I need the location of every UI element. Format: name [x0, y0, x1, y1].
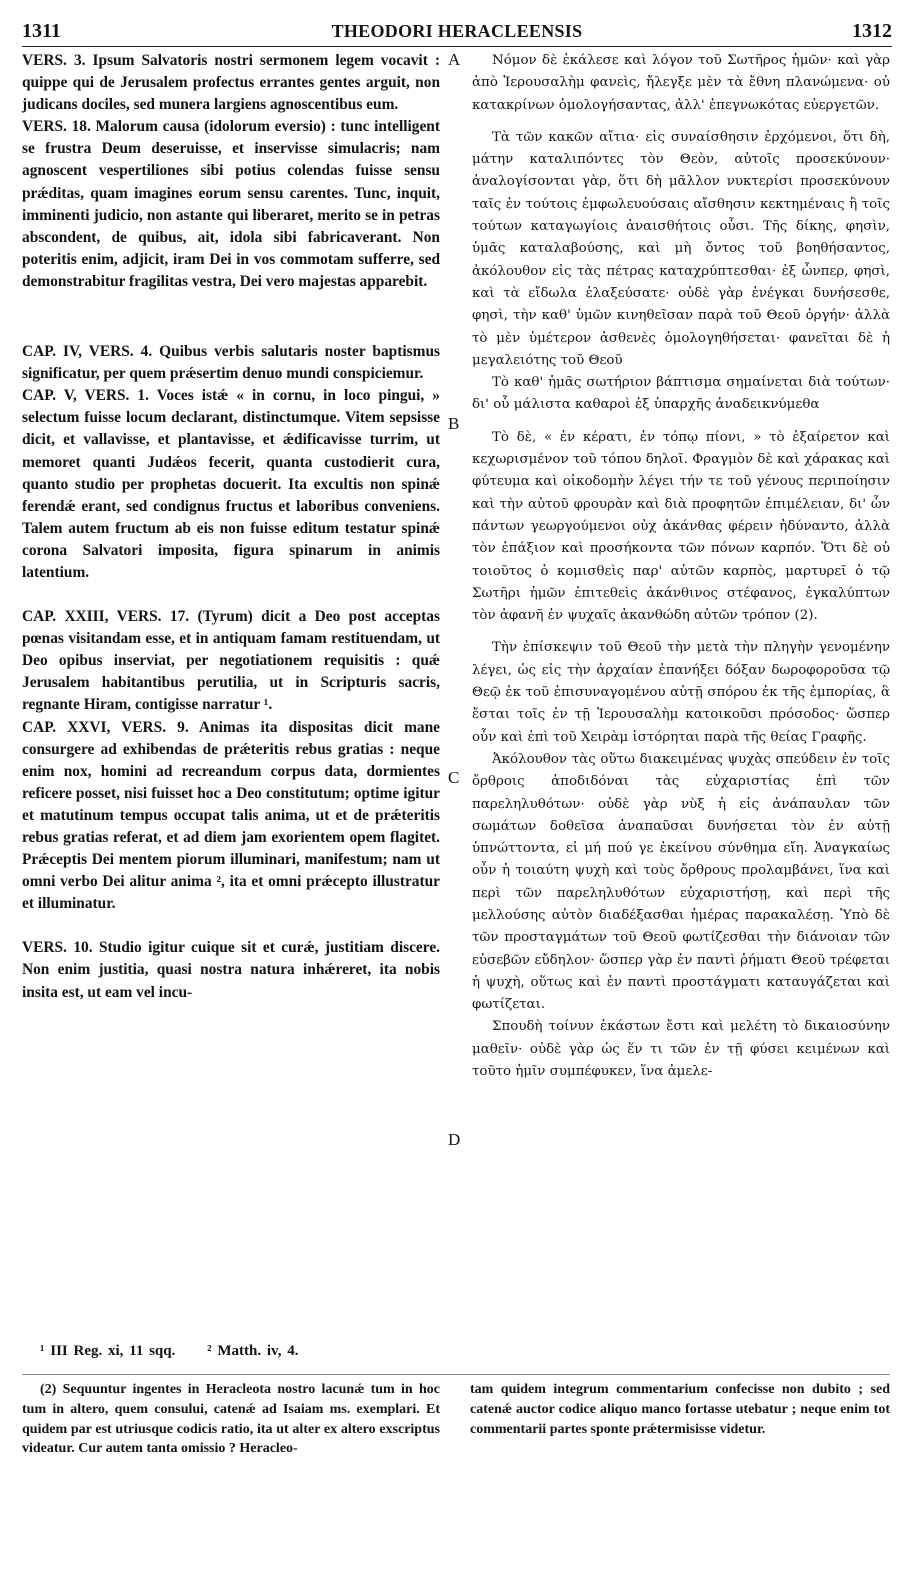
latin-paragraph: VERS. 10. Studio igitur cuique sit et curǽ, justitiam discere. Non enim justitia, quasi nostra natura inhǽreret, ita nobis insita est, ut eam vel incu-	[22, 939, 440, 1001]
footnote-divider	[22, 1374, 890, 1375]
greek-paragraph: Τὸ δὲ, « ἐν κέρατι, ἐν τόπῳ πίονι, » τὸ ἐξαίρετον καὶ κεχωρισμένον τοῦ τόπου δηλοῖ. Φραγμὸν δὲ καὶ χάρακας καὶ φύτευμα καὶ οἰκοδομὴν λέγει τήν τε τοῦ γένους περιποίησιν καὶ τὴν αὐτοῦ φρουρὰν καὶ διὰ προφητῶν ἐπιμέλειαν, δι' ὧν πάντων γεωργούμενοι οὐχ ἀκάνθας φέρειν ἠδύναντο, ἀλλὰ τὸν ἐπάξιον καὶ προσήκοντα τῶν πόνων καρπόν. Ὅτι δὲ οὐ τοιοῦτος ὁ κομισθεὶς παρ' αὐτῶν καρπὸς, μαρτυρεῖ ὁ τῷ Σωτῆρι ἡμῶν ἐπιτεθεὶς ἀκάνθινος στέφανος, ἐγκαλύπτων τὸν ἀφανῆ ἐν ψυχαῖς ἀκανθώδη αὐτῶν τρόπον (2).	[472, 429, 890, 624]
footnote-text: tam quidem integrum commentarium confecisse non dubito ; sed catenǽ auctor codice aliquo manco fortasse utebatur ; neque enim tot commentarii partes sponte prǽtermisisse videtur.	[470, 1382, 890, 1437]
greek-paragraph: Ἀκόλουθον τὰς οὕτω διακειμένας ψυχὰς σπεύδειν ἐν τοῖς ὄρθροις ἀποδιδόναι τὰς εὐχαριστίας ἐπὶ τῶν παρεληλυθότων· οὐδὲ γὰρ νὺξ ἡ εἰς ἀνάπαυλαν τῶν σωμάτων δοθεῖσα ἀναπαῦσαι δυνήσεται τὸν ἐν αὐτῇ ὑπνώττοντα, εἰ μή πού γε ἐκείνου σύνθημα εἴη. Ἀναγκαίως οὖν ἡ τοιαύτη ψυχὴ καὶ τοὺς ὄρθρους προλαμβάνει, ἵνα καὶ περὶ τῶν παρεληλυθότων εὐχαριστήσῃ, καὶ περὶ τῆς μελλούσης αὐτὸν διαδέξασθαι ἡμέρας παρακαλέσῃ. Ὑπὸ δὲ τῶν προσταγμάτων τοῦ Θεοῦ φωτίζεσθαι τὴν διάνοιαν τῶν εὐσεβῶν εὔδηλον· ὥσπερ γὰρ ἐν παντὶ ῥήματι Θεοῦ τρέφεται ἡ ψυχὴ, οὕτως καὶ ἐν παντὶ προστάγματι καταυγάζεται καὶ φωτίζεται.	[472, 751, 890, 1013]
greek-paragraph: Τὸ καθ' ἡμᾶς σωτήριον βάπτισμα σημαίνεται διὰ τούτων· δι' οὗ μάλιστα καθαροὶ ἐξ ὑπαρχῆς ἀναδεικνύμεθα	[472, 375, 890, 413]
greek-paragraph: Νόμον δὲ ἐκάλεσε καὶ λόγον τοῦ Σωτῆρος ἡμῶν· καὶ γὰρ ἀπὸ Ἱερουσαλὴμ φανεὶς, ἤλεγξε μὲν τὰ ἔθνη πλανώμενα· οὐ κατακρίνων ὁμολογήσαντας, ἀλλ' ἐπεγνωκότας εὐεργετῶν.	[472, 53, 890, 113]
margin-letter-c: C	[448, 768, 460, 787]
footnote-ref: ¹ III Reg. xi, 11 sqq.	[40, 1343, 176, 1359]
margin-letter-a: A	[448, 50, 461, 69]
page-number-right: 1312	[852, 20, 892, 42]
greek-paragraph: Σπουδὴ τοίνυν ἑκάστων ἔστι καὶ μελέτη τὸ δικαιοσύνην μαθεῖν· οὐδὲ γὰρ ὡς ἕν τι τῶν ἐν τῇ φύσει κειμένων καὶ τοῦτο ἡμῖν συμπέφυκεν, ἵνα ἀμελε-	[472, 1019, 890, 1080]
footnote-right	[470, 1380, 890, 1439]
latin-paragraph: CAP. V, VERS. 1. Voces istǽ « in cornu, in loco pingui, » selectum fuisse locum declarant, distinctumque. Vitem sepsisse dicit, et vallavisse, et plantavisse, et ǽdificavisse turrim, ut memoret quanti Judǽos fecerit, quanta custodierit cura, quanto studio per prophetas docuerit. Ita excultis non spinǽ ferendǽ erant, sed condignus fructus et laboribus conveniens. Talem autem fructum ab eis non fuisse editum testatur spinǽ corona Salvatori imposita, figura spinarum in animis latentium.	[22, 387, 440, 581]
latin-paragraph: CAP. XXVI, VERS. 9. Animas ita dispositas dicit mane consurgere ad exhibendas de prǽteritis rebus gratias : neque enim nox, homini ad recreandum corpus data, dormientes reficere posset, nisi fuisset hoc a Deo constitutum; optime igitur et matutinum tempus occupat talis anima, ut et de prǽteritis rebus gratias referat, et ad diem jam exorientem opem flagitet. Prǽceptis Dei mentem piorum illuminari, manifestum; nam ut omni verbo Dei alitur anima ², ita et omni prǽcepto illustratur et illuminatur.	[22, 718, 440, 913]
latin-paragraph: VERS. 3. Ipsum Salvatoris nostri sermonem legem vocavit : quippe qui de Jerusalem profectus errantes gentes arguit, non judicans dociles, sed munera largiens agnoscentibus eum.	[22, 52, 440, 114]
footnote-left	[22, 1380, 440, 1459]
latin-paragraph: CAP. IV, VERS. 4. Quibus verbis salutaris noster baptismus significatur, per quem prǽsertim denuo mundi conspiciemur.	[22, 343, 440, 383]
footnote-references	[40, 1343, 324, 1360]
running-title: THEODORI HERACLEENSIS	[331, 21, 583, 41]
footnote-text: (2) Sequuntur ingentes in Heracleota nostro lacunǽ tum in hoc tum in altero, quem consului, catenǽ ad Isaiam ms. exemplari. Et quidem par est utriusque codicis ratio, ita ut alter ex altero exscriptus videatur. Cur autem tanta omissio ? Heracleo-	[22, 1382, 440, 1457]
greek-paragraph: Τὰ τῶν κακῶν αἴτια· εἰς συναίσθησιν ἐρχόμενοι, ὅτι δὴ, μάτην καταλιπόντες τὸν Θεὸν, αὐτοῖς προσεκύνουν· ἀναλογίσονται γὰρ, ὅτι δὴ μᾶλλον νυκτερίσι προσεκύνουν ταῖς ἐν τούτοις ἐμφωλευούσαις αἴσθησιν κεκτημέναις ἢ τοῖς τούτων καταγωγίοις ἀναισθήτοις οὖσι. Τῆς δίκης, φησὶν, ὑμᾶς καταλαβούσης, καὶ μὴ ὄντος τοῦ βοηθήσαντος, ἀκόλουθον εἰς τὰς πέτρας καταχρύπτεσθαι· ἐξ ὧνπερ, φησὶ, καὶ τὰ εἴδωλα ἐλαξεύσατε· οὐδὲ γὰρ ἐνέγκαι δυνήσεσθε, φησὶ, τὴν καθ' ὑμῶν κινηθεῖσαν παρὰ τοῦ Θεοῦ ὀργήν· ἀλλὰ τὸ μὲν ὑμέτερον ἀσθενὲς ὁμολογηθήσεται· φανεῖται δὲ ἡ μεγαλειότης τοῦ Θεοῦ	[472, 129, 890, 368]
page-header	[22, 18, 892, 47]
footnote-ref: ² Matth. iv, 4.	[207, 1343, 299, 1359]
latin-column	[22, 50, 440, 1004]
latin-paragraph: CAP. XXIII, VERS. 17. (Tyrum) dicit a Deo post acceptas pœnas visitandam esse, et in antiquam famam restituendam, ut Deo opibus inserviat, per negotiationem requisitis : quǽ Jerusalem habitantibus perutilia, ut in Scripturis sacris, regnante Hiram, contigisse narratur ¹.	[22, 608, 440, 714]
greek-paragraph: Τὴν ἐπίσκεψιν τοῦ Θεοῦ τὴν μετὰ τὴν πληγὴν γενομένην λέγει, ὡς εἰς τὴν ἀρχαίαν ἐπανήξει δόξαν δωροφοροῦσα τῷ Θεῷ ἐκ τοῦ ἐπισυναγομένου αὐτῇ σπόρου ἐκ τῆς ἐμπορίας, ἃ ἔσται τοῖς ἐν τῇ Ἱερουσαλὴμ κατοικοῦσι πρόσοδος· ὥσπερ οὖν καὶ ἐπὶ τοῦ Χειρὰμ ἱστόρηται παρὰ τῆς θείας Γραφῆς.	[472, 640, 890, 745]
margin-letter-d: D	[448, 1130, 461, 1149]
greek-column	[472, 50, 890, 1083]
latin-paragraph: VERS. 18. Malorum causa (idolorum eversio) : tunc intelligent se frustra Deum deseruisse, et inservisse simulacris; nam agnoscent vespertiliones sibi potius colendas fuisse sensu prǽditas, quam imagines eorum sensu carentes. Tunc, inquit, imminenti judicio, non astante qui liberaret, merito se in petras abscondent, de quibus, ait, idola sibi fabricaverant. Non poteritis enim, adjicit, iram Dei in vos commotam sufferre, sed demonstrabitur fragilitas vestra, Dei vero majestas apparebit.	[22, 118, 440, 290]
margin-letter-b: B	[448, 414, 460, 433]
page-number-left: 1311	[22, 20, 61, 42]
